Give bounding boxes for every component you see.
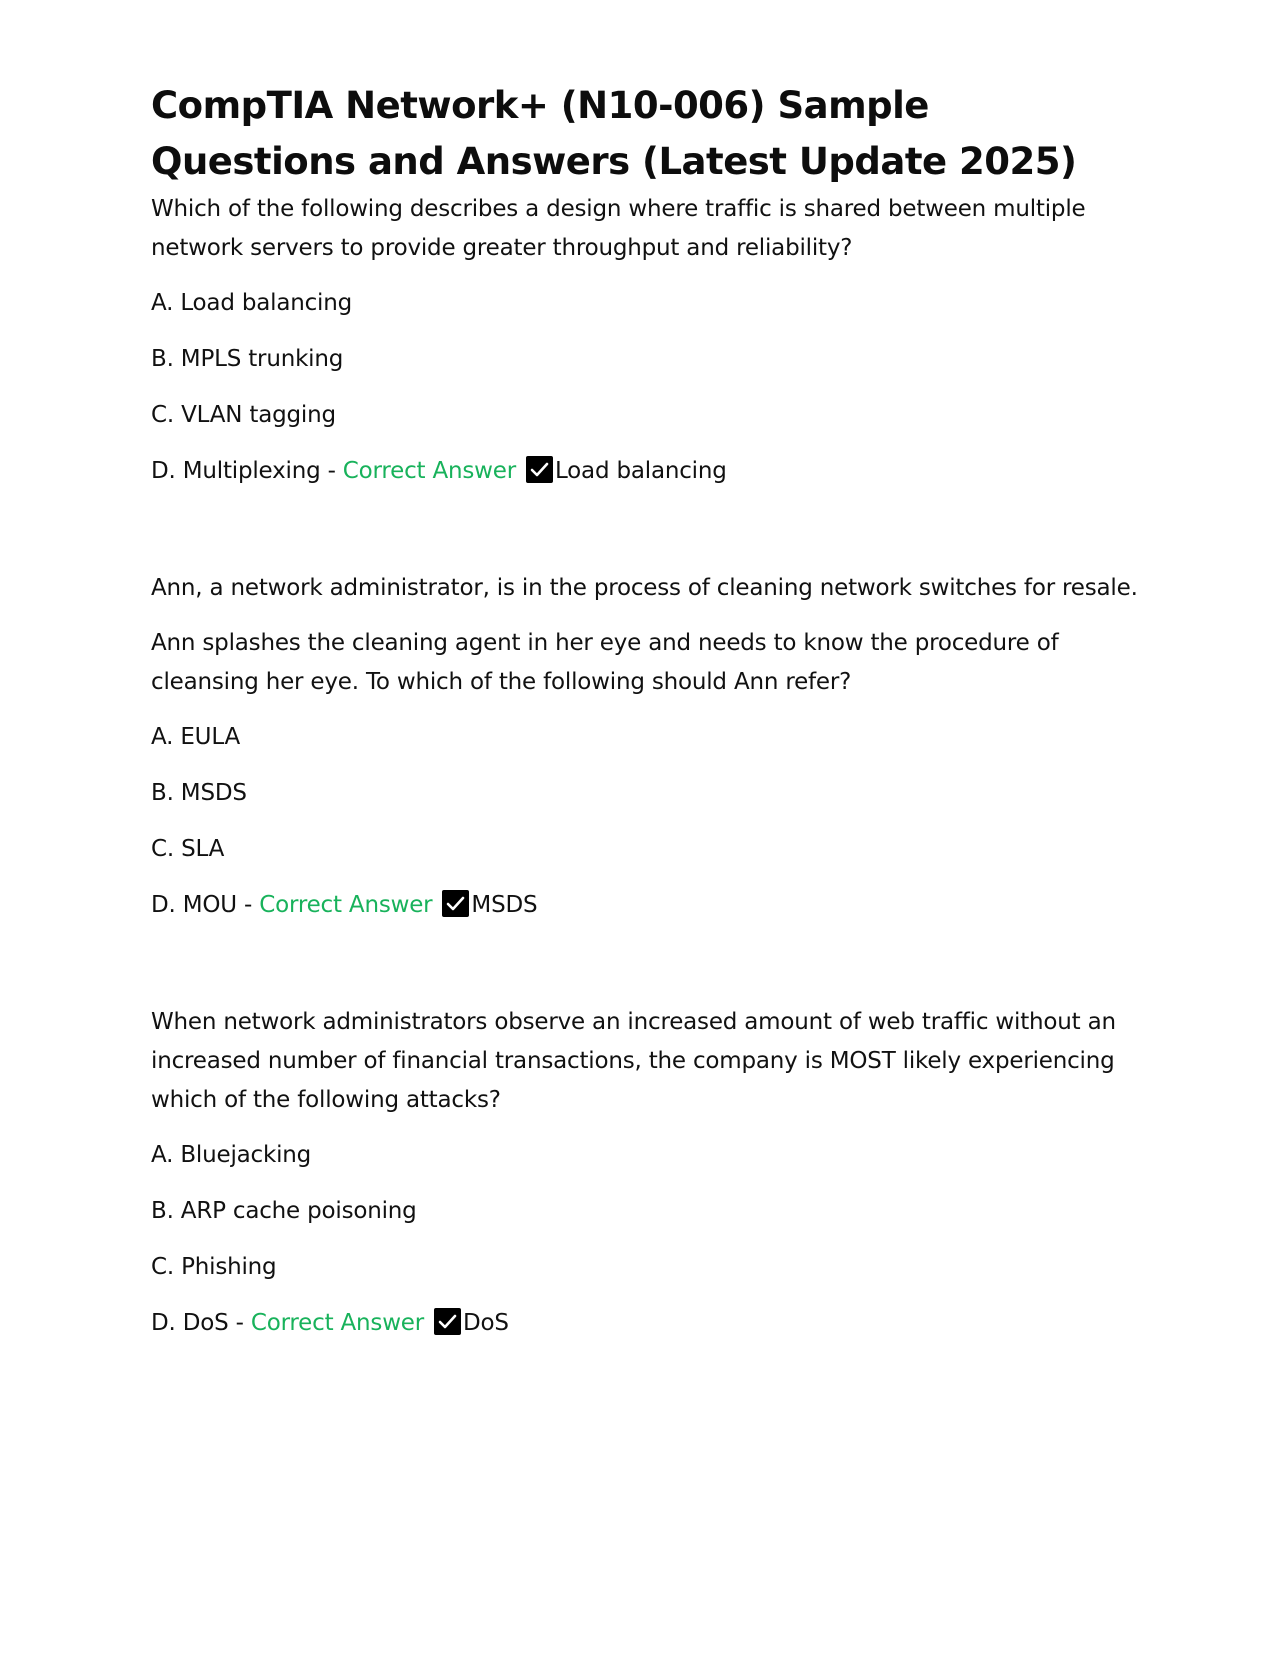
document-page bbox=[151, 78, 1141, 1343]
correct-answer-value: Load balancing bbox=[554, 458, 727, 484]
answer-option-label: D. MOU - bbox=[151, 892, 260, 918]
answer-option: B. MPLS trunking bbox=[151, 346, 344, 372]
answer-option: C. SLA bbox=[151, 836, 225, 862]
check-mark-icon bbox=[442, 890, 469, 917]
correct-answer-value: MSDS bbox=[471, 892, 538, 918]
answer-option-with-solution bbox=[151, 452, 1141, 491]
answer-option-label: D. DoS - bbox=[151, 1310, 251, 1336]
question-text: Which of the following describes a design where traffic is shared between multiple network servers to provide greater throughput and reliability? bbox=[151, 196, 1086, 261]
question-block bbox=[151, 190, 1141, 491]
correct-answer-label: Correct Answer bbox=[259, 892, 433, 918]
answer-option: C. Phishing bbox=[151, 1254, 277, 1280]
question-text: Ann splashes the cleaning agent in her eye and needs to know the procedure of cleansing her eye. To which of the following should Ann refer? bbox=[151, 630, 1059, 695]
correct-answer-label: Correct Answer bbox=[342, 458, 516, 484]
answer-option: B. ARP cache poisoning bbox=[151, 1198, 417, 1224]
answer-option-label: D. Multiplexing - bbox=[151, 458, 343, 484]
question-block bbox=[151, 569, 1141, 925]
question-text: When network administrators observe an increased amount of web traffic without an increased number of financial transactions, the company is MOST likely experiencing which of the following attacks? bbox=[151, 1009, 1116, 1113]
answer-option: A. EULA bbox=[151, 724, 240, 750]
answer-option: B. MSDS bbox=[151, 780, 247, 806]
page-title: CompTIA Network+ (N10-006) Sample Questions and Answers (Latest Update 2025) bbox=[151, 84, 1077, 183]
question-block bbox=[151, 1003, 1141, 1343]
answer-option-with-solution bbox=[151, 886, 1141, 925]
answer-option: A. Bluejacking bbox=[151, 1142, 312, 1168]
answer-option: A. Load balancing bbox=[151, 290, 353, 316]
question-text: Ann, a network administrator, is in the process of cleaning network switches for resale. bbox=[151, 575, 1138, 601]
answer-option: C. VLAN tagging bbox=[151, 402, 336, 428]
correct-answer-label: Correct Answer bbox=[250, 1310, 425, 1336]
check-mark-icon bbox=[526, 456, 553, 483]
check-mark-icon bbox=[434, 1308, 461, 1335]
answer-option-with-solution bbox=[151, 1304, 1141, 1343]
correct-answer-value: DoS bbox=[463, 1310, 509, 1336]
